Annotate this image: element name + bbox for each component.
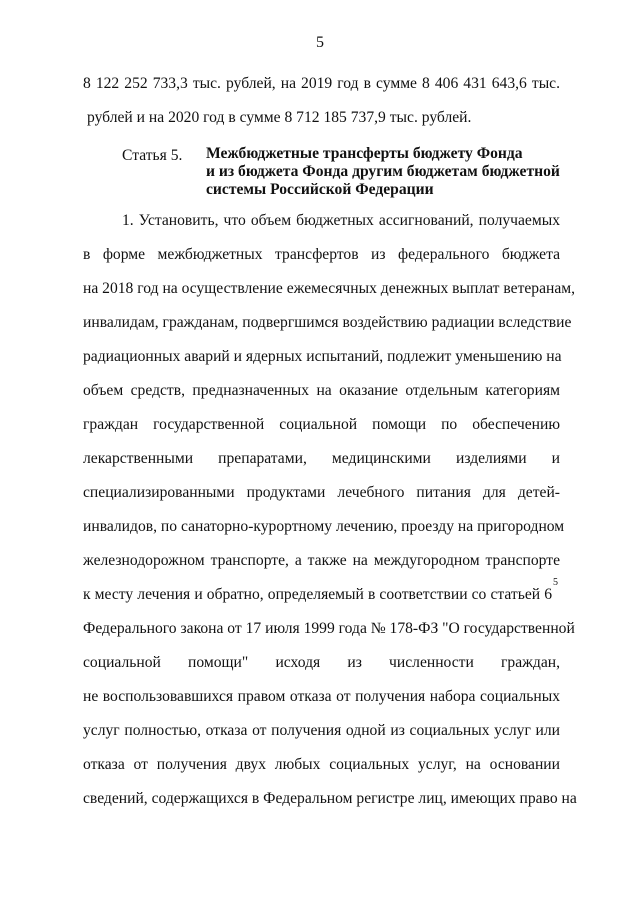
paragraph-line-with-superscript xyxy=(83,585,552,605)
paragraph-line: отказа от получения двух любых социальных услуг, на основании xyxy=(83,756,560,773)
paragraph-line: лекарственными препаратами, медицинскими изделиями и xyxy=(83,450,560,467)
paragraph-line: в форме межбюджетных трансфертов из федерального бюджета xyxy=(83,246,560,263)
article-title-line: Межбюджетные трансферты бюджету Фонда xyxy=(206,145,523,162)
article-label: Статья 5. xyxy=(122,147,183,164)
article-title-line: системы Российской Федерации xyxy=(206,181,434,198)
intro-line: 8 122 252 733,3 тыс. рублей, на 2019 год в сумме 8 406 431 643,6 тыс. xyxy=(83,75,560,92)
article-title-line: и из бюджета Фонда другим бюджетам бюджетной xyxy=(206,163,560,180)
paragraph-line-text: к месту лечения и обратно, определяемый в соответствии со статьей 6 xyxy=(83,586,552,603)
paragraph-line: специализированными продуктами лечебного питания для детей- xyxy=(83,484,560,501)
paragraph-line: радиационных аварий и ядерных испытаний, подлежит уменьшению на xyxy=(83,348,562,365)
paragraph-line: граждан государственной социальной помощи по обеспечению xyxy=(83,416,560,433)
paragraph-line: услуг полностью, отказа от получения одной из социальных услуг или xyxy=(83,722,560,739)
paragraph-line: социальной помощи" исходя из численности граждан, xyxy=(83,654,560,671)
paragraph-line: 1. Установить, что объем бюджетных ассигнований, получаемых xyxy=(122,212,560,229)
paragraph-line: не воспользовавшихся правом отказа от получения набора социальных xyxy=(83,688,560,705)
paragraph-line: объем средств, предназначенных на оказание отдельным категориям xyxy=(83,382,560,399)
paragraph-line: на 2018 год на осуществление ежемесячных денежных выплат ветеранам, xyxy=(83,280,576,297)
page-number: 5 xyxy=(316,34,324,51)
paragraph-line: инвалидам, гражданам, подвергшимся воздействию радиации вследствие xyxy=(83,314,572,331)
paragraph-line: Федерального закона от 17 июля 1999 года № 178-ФЗ "О государственной xyxy=(83,620,575,637)
intro-line: рублей и на 2020 год в сумме 8 712 185 737,9 тыс. рублей. xyxy=(87,109,472,126)
article-number-superscript: 5 xyxy=(553,577,558,588)
paragraph-line: инвалидов, по санаторно-курортному лечению, проезду на пригородном xyxy=(83,518,565,535)
paragraph-line: железнодорожном транспорте, а также на междугородном транспорте xyxy=(83,552,560,569)
paragraph-line: сведений, содержащихся в Федеральном регистре лиц, имеющих право на xyxy=(83,790,577,807)
